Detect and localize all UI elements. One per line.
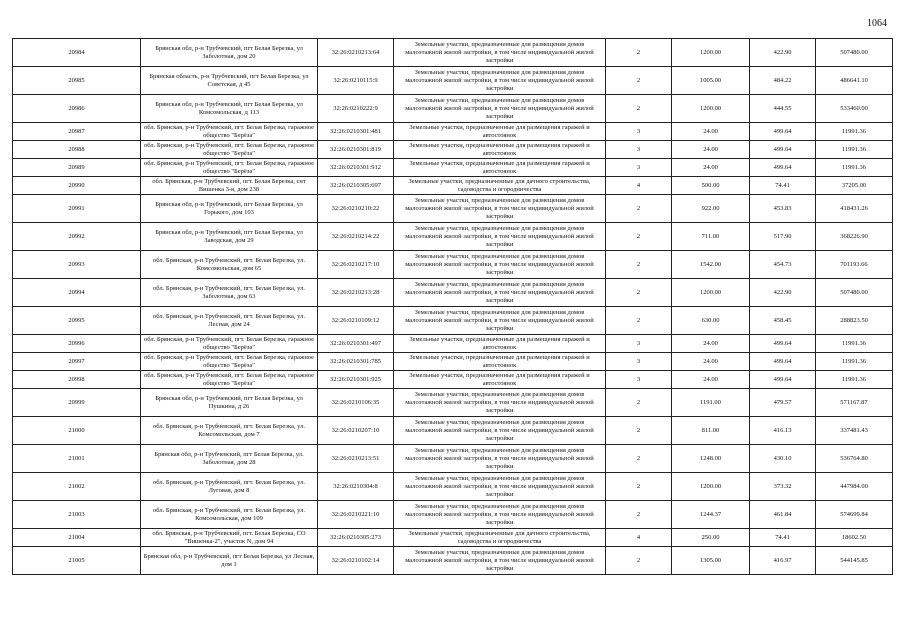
address-cell: обл. Брянская, р-н Трубчевский, пгт. Белая Березка, СО "Вишенка-2", участок N, дом 94	[141, 529, 318, 547]
cadastral-number-cell: 32:26:0210305:273	[318, 529, 394, 547]
use-group-cell: 2	[606, 473, 672, 501]
row-number-cell: 20999	[13, 389, 141, 417]
land-use-cell: Земельные участки, предназначенные для размещения домов малоэтажной жилой застройки, в том числе индивидуальной жилой застройки	[394, 473, 606, 501]
land-use-cell: Земельные участки, предназначенные для размещения гаражей и автостоянок	[394, 353, 606, 371]
cadastral-number-cell: 32:26:0210301:785	[318, 353, 394, 371]
land-use-cell: Земельные участки, предназначенные для размещения домов малоэтажной жилой застройки, в том числе индивидуальной жилой застройки	[394, 547, 606, 575]
table-row	[13, 67, 893, 95]
address-cell: Брянская обл, р-н Трубчевский, пгт Белая Березка, ул Комсомольская, д 113	[141, 95, 318, 123]
use-group-cell: 2	[606, 279, 672, 307]
address-cell: обл. Брянская, р-н Трубчевский, пгт. Белая Березка, гаражное общество "Берёза"	[141, 123, 318, 141]
use-group-cell: 3	[606, 141, 672, 159]
use-group-cell: 2	[606, 195, 672, 223]
cadastral-number-cell: 32:26:0210304:8	[318, 473, 394, 501]
cadastral-value-cell: 18602.50	[816, 529, 893, 547]
unit-value-cell: 484.22	[750, 67, 816, 95]
cadastral-number-cell: 32:26:0210301:497	[318, 335, 394, 353]
land-use-cell: Земельные участки, предназначенные для размещения домов малоэтажной жилой застройки, в том числе индивидуальной жилой застройки	[394, 223, 606, 251]
address-cell: обл. Брянская, р-н Трубчевский, пгт. Белая Березка, ул. Комсомольская, дом 65	[141, 251, 318, 279]
unit-value-cell: 422.90	[750, 279, 816, 307]
address-cell: Брянская обл, р-н Трубчевский, пгт Белая Березка, ул Горького, дом 103	[141, 195, 318, 223]
area-cell: 1191.00	[672, 389, 750, 417]
unit-value-cell: 74.41	[750, 529, 816, 547]
use-group-cell: 3	[606, 371, 672, 389]
cadastral-value-cell: 288823.50	[816, 307, 893, 335]
row-number-cell: 20996	[13, 335, 141, 353]
address-cell: обл. Брянская, р-н Трубчевский, пгт. Белая Березка, ул. Заболотная, дом 63	[141, 279, 318, 307]
cadastral-number-cell: 32:26:0210221:10	[318, 501, 394, 529]
cadastral-value-table	[12, 38, 893, 575]
cadastral-value-cell: 11991.36	[816, 123, 893, 141]
row-number-cell: 20986	[13, 95, 141, 123]
address-cell: обл. Брянская, р-н Трубчевский, пгт. Белая Березка, ул. Комсомольская, дом 7	[141, 417, 318, 445]
row-number-cell: 21002	[13, 473, 141, 501]
unit-value-cell: 499.64	[750, 371, 816, 389]
table-row	[13, 223, 893, 251]
row-number-cell: 20992	[13, 223, 141, 251]
cadastral-value-cell: 368226.90	[816, 223, 893, 251]
use-group-cell: 3	[606, 159, 672, 177]
cadastral-number-cell: 32:26:0210214:22	[318, 223, 394, 251]
row-number-cell: 20989	[13, 159, 141, 177]
table-row	[13, 279, 893, 307]
use-group-cell: 2	[606, 389, 672, 417]
cadastral-number-cell: 32:26:0210213:28	[318, 279, 394, 307]
unit-value-cell: 453.83	[750, 195, 816, 223]
row-number-cell: 20984	[13, 39, 141, 67]
unit-value-cell: 499.64	[750, 335, 816, 353]
page-number: 1064	[867, 18, 887, 29]
land-use-cell: Земельные участки, предназначенные для размещения гаражей и автостоянок	[394, 141, 606, 159]
cadastral-value-cell: 536764.80	[816, 445, 893, 473]
cadastral-value-cell: 11991.36	[816, 353, 893, 371]
area-cell: 1305.00	[672, 547, 750, 575]
table-row	[13, 159, 893, 177]
cadastral-number-cell: 32:26:0210213:64	[318, 39, 394, 67]
area-cell: 24.00	[672, 335, 750, 353]
use-group-cell: 2	[606, 307, 672, 335]
address-cell: обл. Брянская, р-н Трубчевский, пгт. Белая Березка, гаражное общество "Берёза"	[141, 159, 318, 177]
use-group-cell: 2	[606, 547, 672, 575]
address-cell: Брянская область, р-н Трубчевский, пгт Белая Березка, ул Советская, д 45	[141, 67, 318, 95]
land-use-cell: Земельные участки, предназначенные для размещения домов малоэтажной жилой застройки, в том числе индивидуальной жилой застройки	[394, 389, 606, 417]
area-cell: 500.00	[672, 177, 750, 195]
row-number-cell: 20985	[13, 67, 141, 95]
land-use-cell: Земельные участки, предназначенные для размещения гаражей и автостоянок	[394, 159, 606, 177]
cadastral-value-cell: 544145.85	[816, 547, 893, 575]
address-cell: обл. Брянская, р-н Трубчевский, пгт. Белая Березка, гаражное общество "Берёза"	[141, 335, 318, 353]
land-use-cell: Земельные участки, предназначенные для размещения домов малоэтажной жилой застройки, в том числе индивидуальной жилой застройки	[394, 445, 606, 473]
row-number-cell: 20997	[13, 353, 141, 371]
table-row	[13, 389, 893, 417]
address-cell: обл. Брянская, р-н Трубчевский, пгт. Белая Березка, гаражное общество "Берёза"	[141, 353, 318, 371]
unit-value-cell: 458.45	[750, 307, 816, 335]
row-number-cell: 20990	[13, 177, 141, 195]
cadastral-number-cell: 32:26:0210106:35	[318, 389, 394, 417]
area-cell: 24.00	[672, 371, 750, 389]
row-number-cell: 20998	[13, 371, 141, 389]
area-cell: 1200.00	[672, 473, 750, 501]
use-group-cell: 3	[606, 123, 672, 141]
address-cell: обл. Брянская, р-н Трубчевский, пгт. Белая Березка, гаражное общество "Берёза"	[141, 371, 318, 389]
cadastral-number-cell: 32:26:0210115:9	[318, 67, 394, 95]
area-cell: 1542.00	[672, 251, 750, 279]
unit-value-cell: 499.64	[750, 353, 816, 371]
row-number-cell: 20993	[13, 251, 141, 279]
unit-value-cell: 373.32	[750, 473, 816, 501]
land-use-cell: Земельные участки, предназначенные для размещения домов малоэтажной жилой застройки, в том числе индивидуальной жилой застройки	[394, 95, 606, 123]
cadastral-value-cell: 11991.36	[816, 335, 893, 353]
area-cell: 922.00	[672, 195, 750, 223]
row-number-cell: 21004	[13, 529, 141, 547]
cadastral-value-cell: 11991.36	[816, 371, 893, 389]
address-cell: Брянская обл, р-н Трубчевский, пгт Белая Березка, ул Заболотная, дом 20	[141, 39, 318, 67]
unit-value-cell: 422.90	[750, 39, 816, 67]
use-group-cell: 2	[606, 223, 672, 251]
row-number-cell: 21005	[13, 547, 141, 575]
cadastral-value-cell: 37205.00	[816, 177, 893, 195]
use-group-cell: 2	[606, 445, 672, 473]
unit-value-cell: 461.84	[750, 501, 816, 529]
row-number-cell: 20995	[13, 307, 141, 335]
unit-value-cell: 499.64	[750, 141, 816, 159]
area-cell: 24.00	[672, 159, 750, 177]
cadastral-number-cell: 32:26:0210217:10	[318, 251, 394, 279]
use-group-cell: 2	[606, 417, 672, 445]
cadastral-number-cell: 32:26:0210109:12	[318, 307, 394, 335]
table-row	[13, 123, 893, 141]
cadastral-value-cell: 486641.10	[816, 67, 893, 95]
unit-value-cell: 454.73	[750, 251, 816, 279]
land-use-cell: Земельные участки, предназначенные для размещения домов малоэтажной жилой застройки, в том числе индивидуальной жилой застройки	[394, 39, 606, 67]
table-row	[13, 529, 893, 547]
cadastral-number-cell: 32:26:0210102:14	[318, 547, 394, 575]
use-group-cell: 2	[606, 251, 672, 279]
address-cell: обл. Брянская, р-н Трубчевский, пгт. Белая Березка, ул. Лесная, дом 24	[141, 307, 318, 335]
land-use-cell: Земельные участки, предназначенные для размещения домов малоэтажной жилой застройки, в том числе индивидуальной жилой застройки	[394, 251, 606, 279]
use-group-cell: 4	[606, 529, 672, 547]
cadastral-value-cell: 418431.26	[816, 195, 893, 223]
cadastral-value-cell: 337481.43	[816, 417, 893, 445]
area-cell: 250.00	[672, 529, 750, 547]
use-group-cell: 2	[606, 95, 672, 123]
table-row	[13, 177, 893, 195]
land-use-cell: Земельные участки, предназначенные для дачного строительства, садоводства и огородничества	[394, 177, 606, 195]
table-row	[13, 417, 893, 445]
row-number-cell: 21000	[13, 417, 141, 445]
address-cell: обл. Брянская, р-н Трубчевский, пгт. Белая Березка, снт Вишенка 3-я, дом 238	[141, 177, 318, 195]
unit-value-cell: 416.97	[750, 547, 816, 575]
land-use-cell: Земельные участки, предназначенные для размещения домов малоэтажной жилой застройки, в том числе индивидуальной жилой застройки	[394, 279, 606, 307]
cadastral-number-cell: 32:26:0210213:51	[318, 445, 394, 473]
table-body	[13, 39, 893, 575]
area-cell: 1244.37	[672, 501, 750, 529]
unit-value-cell: 499.64	[750, 159, 816, 177]
use-group-cell: 3	[606, 335, 672, 353]
cadastral-value-cell: 447984.00	[816, 473, 893, 501]
address-cell: Брянская обл, р-н Трубчевский, пгт Белая Березка, ул Заводская, дом 29	[141, 223, 318, 251]
area-cell: 24.00	[672, 123, 750, 141]
cadastral-number-cell: 32:26:0210301:925	[318, 371, 394, 389]
area-cell: 811.00	[672, 417, 750, 445]
area-cell: 24.00	[672, 141, 750, 159]
address-cell: обл. Брянская, р-н Трубчевский, пгт. Белая Березка, гаражное общество "Берёза"	[141, 141, 318, 159]
area-cell: 24.00	[672, 353, 750, 371]
cadastral-number-cell: 32:26:0210210:22	[318, 195, 394, 223]
area-cell: 1248.00	[672, 445, 750, 473]
land-use-cell: Земельные участки, предназначенные для размещения домов малоэтажной жилой застройки, в том числе индивидуальной жилой застройки	[394, 195, 606, 223]
use-group-cell: 2	[606, 39, 672, 67]
use-group-cell: 3	[606, 353, 672, 371]
table-row	[13, 95, 893, 123]
cadastral-value-cell: 507480.00	[816, 39, 893, 67]
area-cell: 711.00	[672, 223, 750, 251]
address-cell: Брянская обл, р-н Трубчевский, пгт Белая Березка, ул Пушкина, д 26	[141, 389, 318, 417]
cadastral-value-cell: 701193.66	[816, 251, 893, 279]
row-number-cell: 20987	[13, 123, 141, 141]
land-use-cell: Земельные участки, предназначенные для размещения домов малоэтажной жилой застройки, в том числе индивидуальной жилой застройки	[394, 417, 606, 445]
unit-value-cell: 479.57	[750, 389, 816, 417]
cadastral-number-cell: 32:26:0210222:9	[318, 95, 394, 123]
address-cell: Брянская обл, р-н Трубчевский, пгт Белая Березка, ул Лесная, дом 1	[141, 547, 318, 575]
cadastral-number-cell: 32:26:0210301:481	[318, 123, 394, 141]
table-row	[13, 445, 893, 473]
table-row	[13, 547, 893, 575]
area-cell: 1200.00	[672, 95, 750, 123]
unit-value-cell: 430.10	[750, 445, 816, 473]
land-use-cell: Земельные участки, предназначенные для дачного строительства, садоводства и огородничества	[394, 529, 606, 547]
cadastral-value-cell: 533460.00	[816, 95, 893, 123]
table-row	[13, 501, 893, 529]
table-row	[13, 251, 893, 279]
table-row	[13, 473, 893, 501]
land-use-cell: Земельные участки, предназначенные для размещения домов малоэтажной жилой застройки, в том числе индивидуальной жилой застройки	[394, 307, 606, 335]
land-use-cell: Земельные участки, предназначенные для размещения гаражей и автостоянок	[394, 335, 606, 353]
land-use-cell: Земельные участки, предназначенные для размещения домов малоэтажной жилой застройки, в том числе индивидуальной жилой застройки	[394, 67, 606, 95]
table-row	[13, 335, 893, 353]
table-row	[13, 195, 893, 223]
cadastral-value-cell: 507480.00	[816, 279, 893, 307]
area-cell: 1200.00	[672, 279, 750, 307]
table-row	[13, 39, 893, 67]
land-use-cell: Земельные участки, предназначенные для размещения гаражей и автостоянок	[394, 371, 606, 389]
row-number-cell: 20988	[13, 141, 141, 159]
unit-value-cell: 416.13	[750, 417, 816, 445]
area-cell: 1200.00	[672, 39, 750, 67]
address-cell: обл. Брянская, р-н Трубчевский, пгт. Белая Березка, ул. Луговая, дом 8	[141, 473, 318, 501]
address-cell: Брянская обл, р-н Трубчевский, пгт Белая Березка, ул. Заболотная, дом 28	[141, 445, 318, 473]
cadastral-value-cell: 11991.36	[816, 159, 893, 177]
table-row	[13, 371, 893, 389]
table-row	[13, 141, 893, 159]
use-group-cell: 2	[606, 67, 672, 95]
unit-value-cell: 499.64	[750, 123, 816, 141]
use-group-cell: 2	[606, 501, 672, 529]
row-number-cell: 20991	[13, 195, 141, 223]
row-number-cell: 20994	[13, 279, 141, 307]
row-number-cell: 21001	[13, 445, 141, 473]
cadastral-value-cell: 574699.84	[816, 501, 893, 529]
cadastral-number-cell: 32:26:0210301:912	[318, 159, 394, 177]
table-row	[13, 307, 893, 335]
table-row	[13, 353, 893, 371]
land-use-cell: Земельные участки, предназначенные для размещения домов малоэтажной жилой застройки, в том числе индивидуальной жилой застройки	[394, 501, 606, 529]
cadastral-value-cell: 571167.87	[816, 389, 893, 417]
land-use-cell: Земельные участки, предназначенные для размещения гаражей и автостоянок	[394, 123, 606, 141]
cadastral-number-cell: 32:26:0210301:819	[318, 141, 394, 159]
unit-value-cell: 74.41	[750, 177, 816, 195]
address-cell: обл. Брянская, р-н Трубчевский, пгт. Белая Березка, ул. Комсомольская, дом 109	[141, 501, 318, 529]
area-cell: 630.00	[672, 307, 750, 335]
cadastral-number-cell: 32:26:0210305:697	[318, 177, 394, 195]
cadastral-value-cell: 11991.36	[816, 141, 893, 159]
use-group-cell: 4	[606, 177, 672, 195]
unit-value-cell: 517.90	[750, 223, 816, 251]
cadastral-number-cell: 32:26:0210207:10	[318, 417, 394, 445]
unit-value-cell: 444.55	[750, 95, 816, 123]
area-cell: 1005.00	[672, 67, 750, 95]
row-number-cell: 21003	[13, 501, 141, 529]
